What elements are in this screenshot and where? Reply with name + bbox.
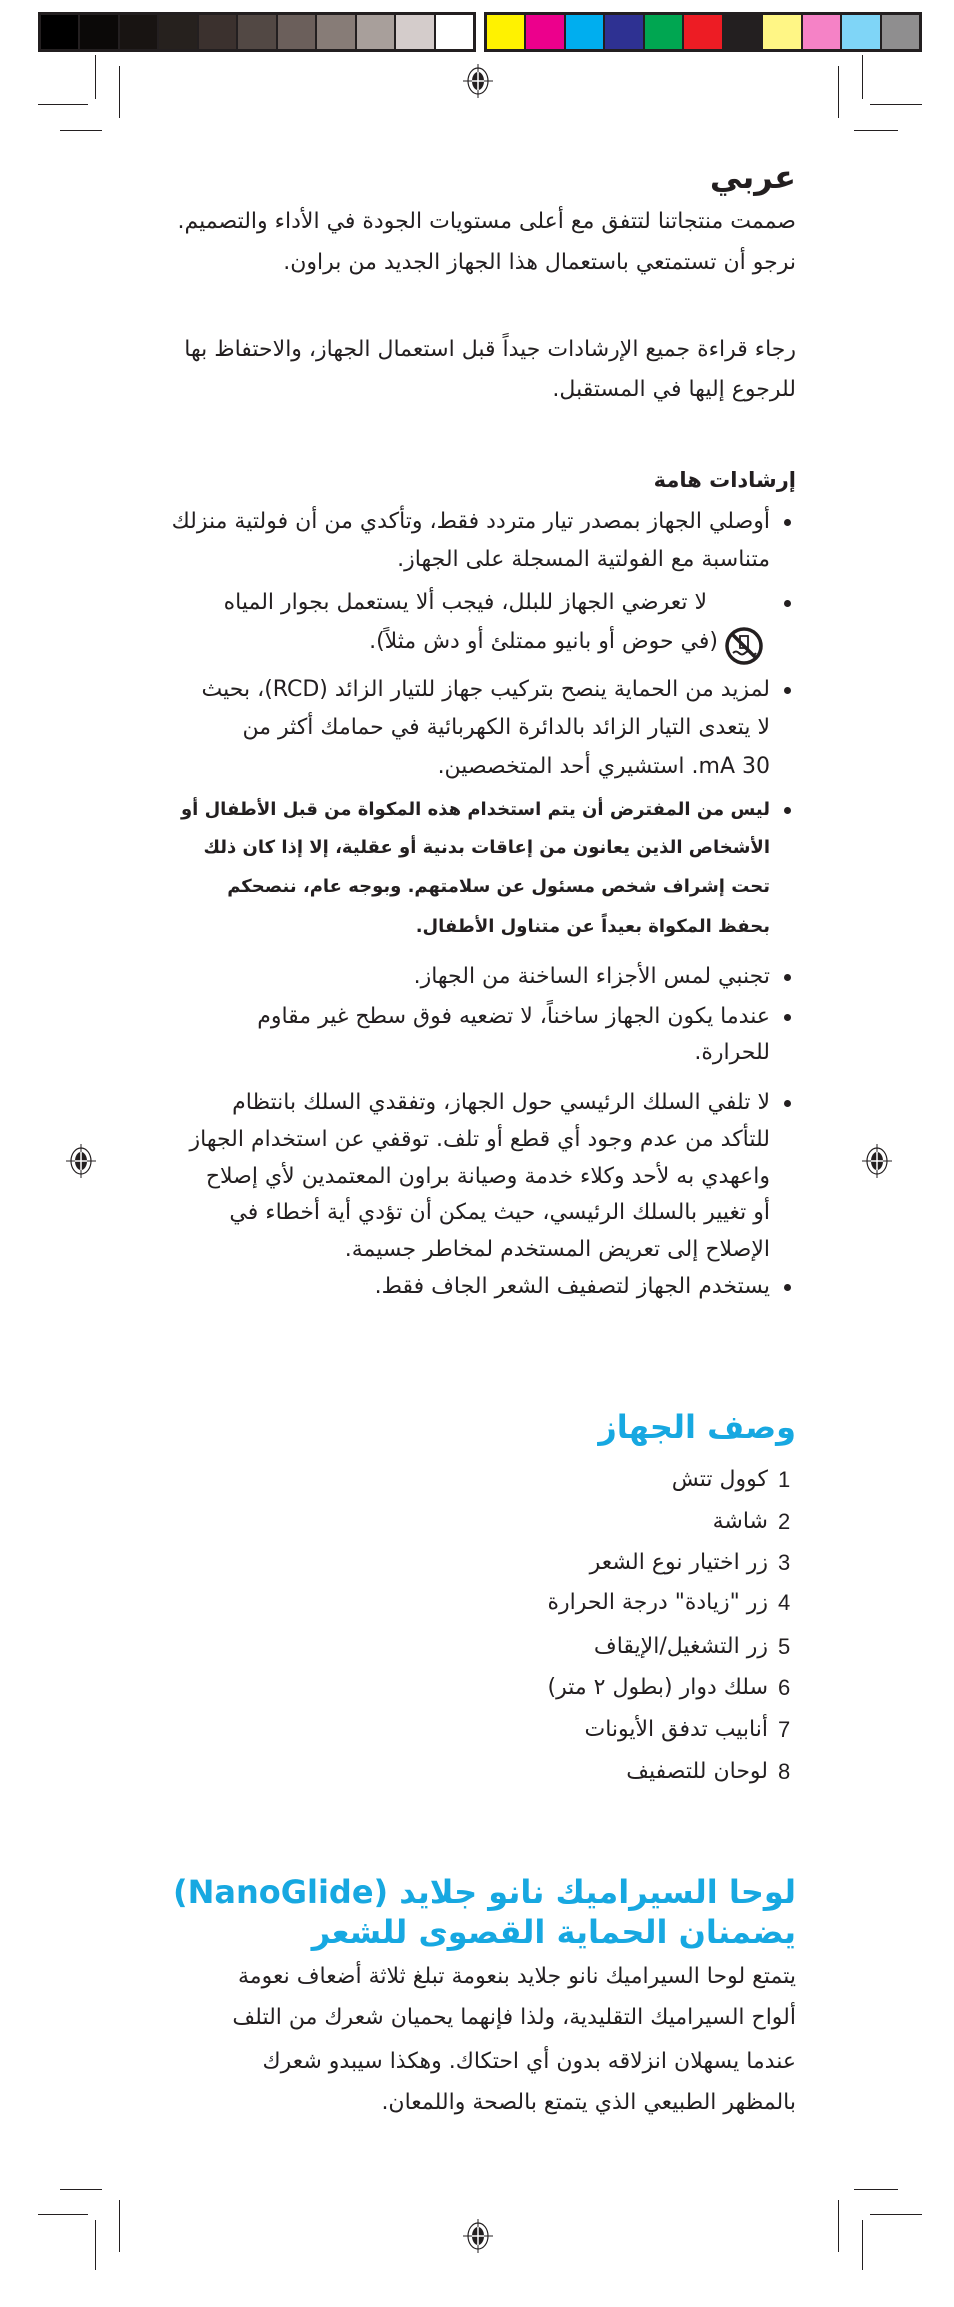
gray-swatch [396, 15, 433, 49]
color-bar [484, 12, 922, 52]
nanoglide-text: يتمتع لوحا السيراميك نانو جلايد بنعومة تبلغ ثلاثة أضعاف نعومة [238, 1964, 796, 1989]
bullet-line: عندما يكون الجهاز ساخناً، لا تضعيه فوق سطح غير مقاوم [257, 1004, 770, 1029]
page-title: عربي [709, 158, 796, 196]
nanoglide-heading: لوحا السيراميك نانو جلايد (NanoGlide) [172, 1873, 796, 1911]
bullet-line: لمزيد من الحماية ينصح بتركيب جهاز للتيار الزائد (RCD)، بحيث [201, 677, 770, 702]
registration-mark-icon [463, 64, 493, 98]
list-item-label: زر التشغيل/الإيقاف [593, 1634, 768, 1659]
bullet-line: متناسبة مع الفولتية المسجلة على الجهاز. [397, 547, 770, 572]
color-swatch [882, 15, 919, 49]
crop-mark [862, 55, 863, 99]
list-item-number: 4 [778, 1590, 791, 1615]
color-swatch [842, 15, 879, 49]
bullet-icon [784, 519, 791, 526]
color-swatch [763, 15, 800, 49]
list-item-number: 1 [778, 1467, 791, 1492]
crop-mark [838, 66, 839, 118]
crop-mark [38, 2214, 88, 2215]
list-item-label: أنابيب تدفق الأيونات [584, 1717, 768, 1742]
bullet-line: 30 mA. استشيري أحد المتخصصين. [437, 754, 770, 779]
bullet-line: أوصلي الجهاز بمصدر تيار متردد فقط، وتأكدي من أن فولتية منزلك [171, 509, 770, 534]
crop-mark [119, 2200, 120, 2252]
nanoglide-heading: يضمنان الحماية القصوى للشعر [311, 1913, 796, 1951]
bullet-line: الإصلاح إلى تعريض المستخدم لمخاطر جسيمة. [344, 1237, 770, 1262]
gray-swatch [278, 15, 315, 49]
bullet-line: بحفظ المكواة بعيداً عن متناول الأطفال. [415, 916, 770, 937]
nanoglide-text: عندما يسهلان انزلاقه بدون أي احتكاك. وهكذا سيبدو شعرك [262, 2049, 796, 2074]
bullet-line: أو تغيير بالسلك الرئيسي، حيث يمكن أن تؤدي أية أخطاء في [229, 1200, 770, 1225]
crop-mark [95, 55, 96, 99]
gray-swatch [238, 15, 275, 49]
list-item-number: 8 [778, 1759, 791, 1784]
color-swatch [803, 15, 840, 49]
list-item-label: زر اختيار نوع الشعر [589, 1550, 768, 1575]
intro-line: للرجوع إليها في المستقبل. [552, 377, 796, 402]
color-swatch [605, 15, 642, 49]
bullet-line: (في حوض أو بانيو ممتلئ أو دش مثلاً). [369, 629, 718, 654]
bullet-line: لا تعرضي الجهاز للبلل، فيجب ألا يستعمل بجوار المياه [223, 590, 707, 615]
bullet-line: الأشخاص الذين يعانون من إعاقات بدنية أو عقلية، إلا إذا كان ذلك [203, 837, 770, 858]
gray-color-bar [38, 12, 476, 52]
bullet-line: تجنبي لمس الأجزاء الساخنة من الجهاز. [413, 964, 770, 989]
color-swatch [724, 15, 761, 49]
gray-swatch [357, 15, 394, 49]
safety-heading: إرشادات هامة [653, 468, 796, 492]
crop-mark [870, 104, 922, 105]
bullet-line: للحرارة. [694, 1040, 770, 1065]
bullet-line: واعهدي به لأحد وكلاء خدمة وصيانة براون المعتمدين لأي إصلاح [205, 1164, 770, 1189]
no-water-icon [724, 626, 764, 666]
nanoglide-text: ألواح السيراميك التقليدية، ولذا فإنهما يحميان شعرك من التلف [232, 2005, 796, 2030]
list-item-label: كوول تتش [671, 1467, 768, 1492]
bullet-line: لا تلفي السلك الرئيسي حول الجهاز، وتفقدي السلك بانتظام [232, 1090, 770, 1115]
registration-mark-icon [66, 1144, 96, 1178]
bullet-line: ليس من المفترض أن يتم استخدام هذه المكواة من قبل الأطفال أو [180, 799, 770, 820]
gray-swatch [317, 15, 354, 49]
crop-mark [95, 2220, 96, 2270]
bullet-icon [784, 600, 791, 607]
crop-mark [854, 2189, 898, 2190]
color-swatch [487, 15, 524, 49]
description-heading: وصف الجهاز [598, 1408, 796, 1446]
color-swatch [566, 15, 603, 49]
list-item-number: 3 [778, 1550, 791, 1575]
intro-line: صممت منتجاتنا لتتفق مع أعلى مستويات الجودة في الأداء والتصميم. [177, 209, 796, 234]
gray-swatch [80, 15, 117, 49]
bullet-line: يستخدم الجهاز لتصفيف الشعر الجاف فقط. [374, 1274, 770, 1299]
color-swatch [684, 15, 721, 49]
bullet-icon [784, 974, 791, 981]
registration-mark-icon [463, 2219, 493, 2253]
list-item-label: زر "زيادة" درجة الحرارة [547, 1590, 768, 1615]
bullet-icon [784, 1284, 791, 1291]
bullet-icon [784, 1014, 791, 1021]
bullet-icon [784, 1100, 791, 1107]
gray-swatch [159, 15, 196, 49]
bullet-line: للتأكد من عدم وجود أي قطع أو تلف. توقفي عن استخدام الجهاز [189, 1127, 770, 1152]
bullet-icon [784, 807, 791, 814]
crop-mark [862, 2220, 863, 2270]
gray-swatch [41, 15, 78, 49]
intro-line: نرجو أن تستمتعي باستعمال هذا الجهاز الجديد من براون. [283, 250, 796, 275]
crop-mark [870, 2214, 922, 2215]
crop-mark [60, 130, 102, 131]
list-item-number: 7 [778, 1717, 791, 1742]
crop-mark [119, 66, 120, 118]
list-item-number: 2 [778, 1509, 791, 1534]
registration-mark-icon [862, 1144, 892, 1178]
gray-swatch [120, 15, 157, 49]
list-item-number: 6 [778, 1675, 791, 1700]
bullet-line: لا يتعدى التيار الزائد بالدائرة الكهربائية في حمامك أكثر من [242, 715, 770, 740]
crop-mark [854, 130, 898, 131]
gray-swatch [436, 15, 473, 49]
color-swatch [645, 15, 682, 49]
list-item-label: لوحان للتصفيف [626, 1759, 768, 1784]
gray-swatch [199, 15, 236, 49]
nanoglide-text: بالمظهر الطبيعي الذي يتمتع بالصحة واللمعان. [381, 2090, 796, 2115]
crop-mark [38, 104, 88, 105]
list-item-label: سلك دوار (بطول ٢ متر) [547, 1675, 768, 1700]
list-item-number: 5 [778, 1634, 791, 1659]
list-item-label: شاشة [712, 1509, 768, 1534]
intro-line: رجاء قراءة جميع الإرشادات جيداً قبل استعمال الجهاز، والاحتفاظ بها [184, 337, 796, 362]
crop-mark [838, 2200, 839, 2252]
color-swatch [526, 15, 563, 49]
bullet-icon [784, 687, 791, 694]
crop-mark [60, 2189, 102, 2190]
bullet-line: تحت إشراف شخص مسئول عن سلامتهم. وبوجه عام، ننصحكم [227, 876, 770, 897]
